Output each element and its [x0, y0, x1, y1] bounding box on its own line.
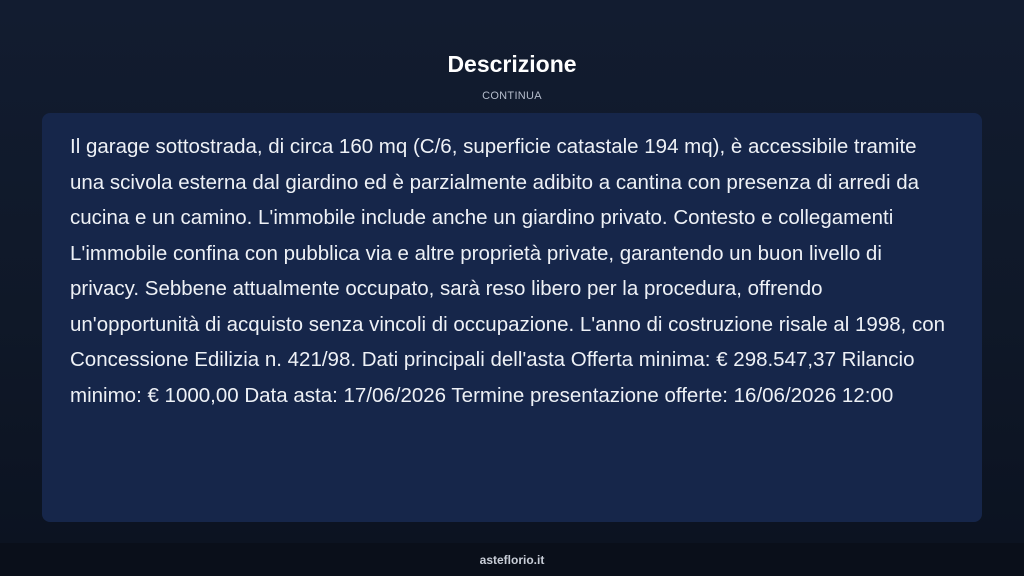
footer-site-name: asteflorio.it	[479, 553, 545, 567]
description-card	[42, 113, 982, 522]
description-text: Il garage sottostrada, di circa 160 mq (C/6, superficie catastale 194 mq), è accessibile tramite una scivola esterna dal giardino ed è parzialmente adibito a cantina con presenza di arredi da cucina e un camino. L'immobile include anche un giardino privato. Contesto e collegamenti L'immobile confina con pubblica via e altre proprietà private, garantendo un buon livello di privacy. Sebbene attualmente occupato, sarà reso libero per la procedura, offrendo un'opportunità di acquisto senza vincoli di occupazione. L'anno di costruzione risale al 1998, con Concessione Edilizia n. 421/98. Dati principali dell'asta Offerta minima: € 298.547,37 Rilancio minimo: € 1000,00 Data asta: 17/06/2026 Termine presentazione offerte: 16/06/2026 12:00	[70, 135, 946, 407]
footer-bar	[0, 543, 1024, 576]
page-title: Descrizione	[447, 51, 577, 77]
section-subtitle: CONTINUA	[482, 90, 542, 102]
